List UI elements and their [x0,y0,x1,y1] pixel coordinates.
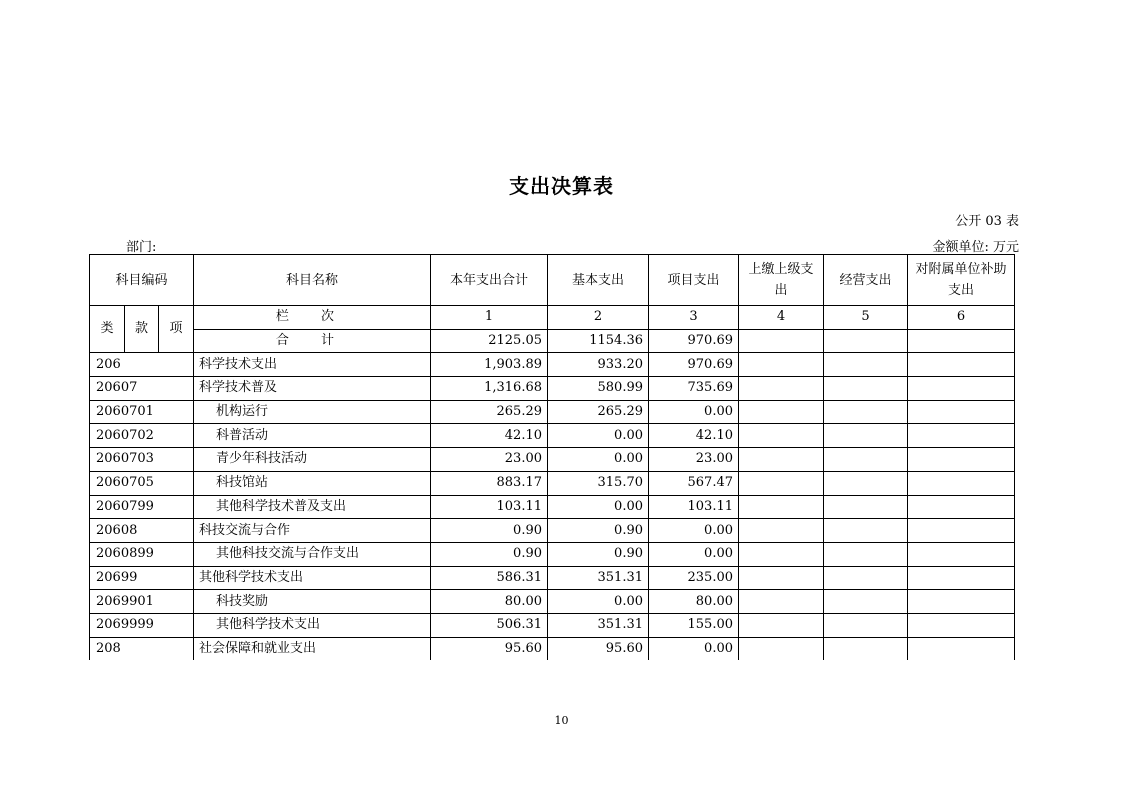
row-code: 208 [90,637,194,660]
row-business [824,471,908,495]
row-total: 23.00 [431,448,548,472]
row-code: 20607 [90,377,194,401]
row-upper [739,590,824,614]
row-subsidy [908,377,1015,401]
row-name: 机构运行 [194,400,431,424]
row-upper [739,495,824,519]
table-row [90,448,1015,472]
header-lanci: 栏 次 [194,306,431,330]
total-basic: 1154.36 [548,329,649,353]
row-code: 2069999 [90,613,194,637]
row-project: 155.00 [649,613,739,637]
row-name: 科技交流与合作 [194,519,431,543]
row-business [824,448,908,472]
row-basic: 0.00 [548,495,649,519]
row-business [824,519,908,543]
header-row [90,255,1015,306]
department-label: 部门: [126,240,157,255]
column-number-row [90,306,1015,330]
table-row [90,590,1015,614]
row-subsidy [908,424,1015,448]
header-upper: 上缴上级支出 [739,255,824,306]
table-row [90,566,1015,590]
table-row [90,495,1015,519]
row-code: 206 [90,353,194,377]
table-row [90,613,1015,637]
row-code: 2060799 [90,495,194,519]
row-name: 科学技术支出 [194,353,431,377]
row-total: 506.31 [431,613,548,637]
row-upper [739,637,824,660]
header-subject-name: 科目名称 [194,255,431,306]
row-name: 科技奖励 [194,590,431,614]
row-business [824,613,908,637]
page-title: 支出决算表 [509,174,614,198]
total-subsidy [908,329,1015,353]
row-upper [739,353,824,377]
col-number-4: 4 [739,306,824,330]
row-code: 2069901 [90,590,194,614]
row-project: 42.10 [649,424,739,448]
row-project: 80.00 [649,590,739,614]
header-kuan: 款 [125,306,159,353]
row-subsidy [908,613,1015,637]
row-name: 科技馆站 [194,471,431,495]
row-code: 2060701 [90,400,194,424]
row-total: 883.17 [431,471,548,495]
row-basic: 580.99 [548,377,649,401]
total-project: 970.69 [649,329,739,353]
total-sum: 2125.05 [431,329,548,353]
row-name: 社会保障和就业支出 [194,637,431,660]
page-number: 10 [554,714,569,727]
row-project: 0.00 [649,637,739,660]
row-subsidy [908,566,1015,590]
row-basic: 933.20 [548,353,649,377]
row-business [824,542,908,566]
total-business [824,329,908,353]
row-project: 735.69 [649,377,739,401]
row-name: 其他科学技术支出 [194,613,431,637]
row-total: 95.60 [431,637,548,660]
row-upper [739,448,824,472]
row-total: 0.90 [431,542,548,566]
row-total: 1,903.89 [431,353,548,377]
row-total: 103.11 [431,495,548,519]
row-project: 970.69 [649,353,739,377]
row-total: 1,316.68 [431,377,548,401]
header-lei: 类 [90,306,125,353]
row-upper [739,400,824,424]
row-code: 2060702 [90,424,194,448]
table-row [90,637,1015,660]
total-label: 合 计 [194,329,431,353]
row-name: 其他科学技术支出 [194,566,431,590]
row-business [824,495,908,519]
col-number-2: 2 [548,306,649,330]
row-subsidy [908,471,1015,495]
row-name: 科学技术普及 [194,377,431,401]
row-basic: 265.29 [548,400,649,424]
row-total: 586.31 [431,566,548,590]
table-row [90,542,1015,566]
row-project: 103.11 [649,495,739,519]
row-subsidy [908,495,1015,519]
row-subsidy [908,400,1015,424]
row-upper [739,377,824,401]
row-code: 20608 [90,519,194,543]
row-code: 2060703 [90,448,194,472]
table-row [90,471,1015,495]
form-number: 公开 03 表 [955,214,1019,229]
row-name: 其他科技交流与合作支出 [194,542,431,566]
row-total: 80.00 [431,590,548,614]
row-code: 20699 [90,566,194,590]
row-project: 0.00 [649,519,739,543]
total-upper [739,329,824,353]
total-row [90,329,1015,353]
row-business [824,590,908,614]
table-row [90,353,1015,377]
col-number-6: 6 [908,306,1015,330]
row-basic: 0.90 [548,542,649,566]
row-project: 235.00 [649,566,739,590]
row-basic: 0.00 [548,448,649,472]
header-business: 经营支出 [824,255,908,306]
row-basic: 315.70 [548,471,649,495]
row-business [824,637,908,660]
row-name: 其他科学技术普及支出 [194,495,431,519]
col-number-5: 5 [824,306,908,330]
row-basic: 351.31 [548,566,649,590]
row-subsidy [908,353,1015,377]
table-row [90,400,1015,424]
expenditure-table [89,254,1015,660]
header-total: 本年支出合计 [431,255,548,306]
row-business [824,400,908,424]
row-basic: 0.00 [548,424,649,448]
row-business [824,424,908,448]
header-subject-code: 科目编码 [90,255,194,306]
row-code: 2060705 [90,471,194,495]
col-number-1: 1 [431,306,548,330]
header-project: 项目支出 [649,255,739,306]
row-upper [739,471,824,495]
row-upper [739,613,824,637]
row-subsidy [908,448,1015,472]
row-total: 265.29 [431,400,548,424]
row-project: 23.00 [649,448,739,472]
row-upper [739,519,824,543]
row-total: 0.90 [431,519,548,543]
row-basic: 0.90 [548,519,649,543]
row-business [824,566,908,590]
table-row [90,424,1015,448]
header-xiang: 项 [159,306,194,353]
row-name: 科普活动 [194,424,431,448]
row-subsidy [908,637,1015,660]
row-subsidy [908,542,1015,566]
table-row [90,377,1015,401]
row-project: 0.00 [649,400,739,424]
row-basic: 95.60 [548,637,649,660]
row-basic: 0.00 [548,590,649,614]
row-name: 青少年科技活动 [194,448,431,472]
row-subsidy [908,590,1015,614]
table-row [90,519,1015,543]
col-number-3: 3 [649,306,739,330]
row-basic: 351.31 [548,613,649,637]
row-upper [739,566,824,590]
row-subsidy [908,519,1015,543]
row-code: 2060899 [90,542,194,566]
amount-unit-label: 金额单位: 万元 [932,240,1019,255]
row-total: 42.10 [431,424,548,448]
row-project: 0.00 [649,542,739,566]
row-business [824,377,908,401]
row-business [824,353,908,377]
row-project: 567.47 [649,471,739,495]
header-basic: 基本支出 [548,255,649,306]
header-subsidy: 对附属单位补助支出 [908,255,1015,306]
row-upper [739,542,824,566]
row-upper [739,424,824,448]
